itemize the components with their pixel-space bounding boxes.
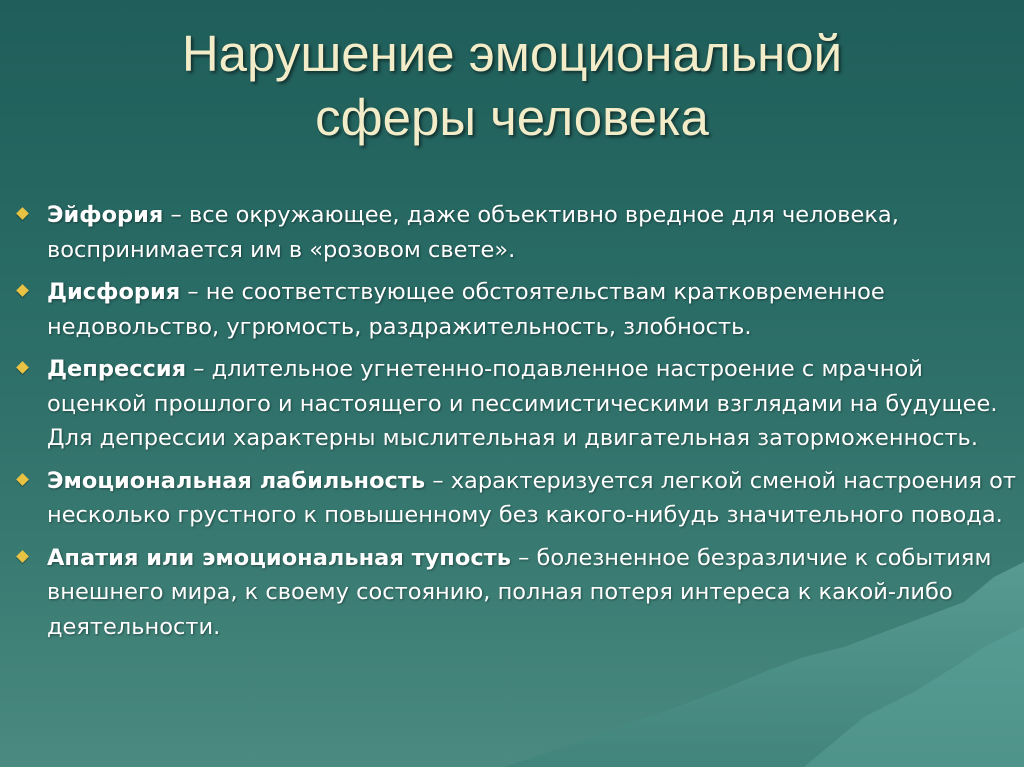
- bullet-item-dysphoria: [18, 275, 1018, 344]
- bullet-list: [18, 198, 1018, 652]
- bullet-term: Депрессия: [47, 356, 187, 382]
- diamond-bullet-icon: [16, 207, 29, 220]
- bullet-text: [47, 464, 1018, 533]
- diamond-bullet-icon: [16, 473, 29, 486]
- diamond-bullet-icon: [16, 550, 29, 563]
- bullet-term: Эмоциональная лабильность: [47, 467, 426, 494]
- bullet-item-euphoria: [18, 198, 1018, 267]
- bullet-description: – все окружающее, даже объективно вредное для человека, воспринимается им в «розовом свете».: [47, 202, 899, 263]
- bullet-description: – болезненное безразличие к событиям внешнего мира, к своему состоянию, полная потеря интереса к какой-либо деятельности.: [47, 544, 992, 640]
- bullet-item-depression: [18, 352, 1018, 456]
- title-line-2: сферы человека: [315, 89, 709, 146]
- diamond-bullet-icon: [16, 284, 29, 297]
- bullet-description: – не соответствующее обстоятельствам кратковременное недовольство, угрюмость, раздражительность, злобность.: [47, 279, 885, 340]
- diamond-bullet-icon: [16, 361, 29, 374]
- bullet-text: [47, 198, 1018, 267]
- bullet-item-apathy: [18, 541, 1018, 645]
- bullet-term: Дисфория: [47, 279, 181, 305]
- bullet-text: [47, 352, 1018, 456]
- slide-title: [40, 22, 984, 150]
- bullet-item-lability: [18, 464, 1018, 533]
- bullet-term: Эйфория: [47, 202, 164, 228]
- bullet-description: – длительное угнетенно-подавленное настроение с мрачной оценкой прошлого и настоящего и пессимистическими взглядами на будущее. Для депрессии характерны мыслительная и двигательная заторможенность.: [47, 356, 998, 451]
- title-line-1: Нарушение эмоциональной: [181, 25, 843, 82]
- bullet-description: – характеризуется легкой сменой настроения от несколько грустного к повышенному без какого-нибудь значительного повода.: [47, 467, 1017, 528]
- bullet-term: Апатия или эмоциональная тупость: [47, 544, 511, 571]
- bullet-text: [47, 275, 1018, 344]
- bullet-text: [47, 541, 1018, 645]
